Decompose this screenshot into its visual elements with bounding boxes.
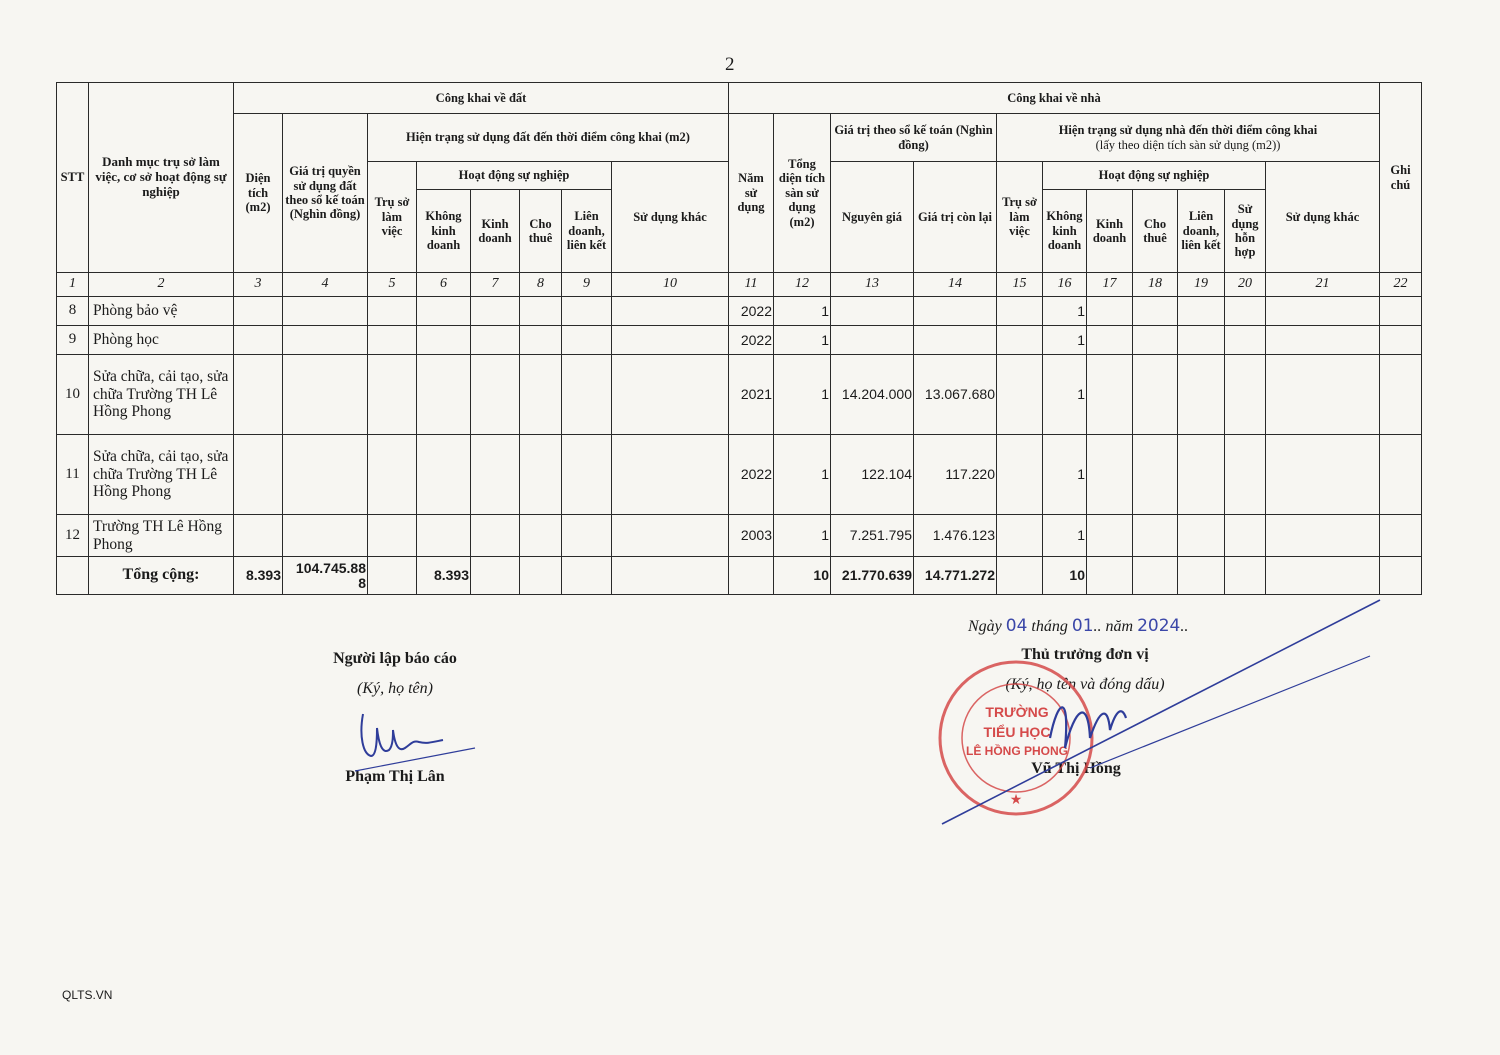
col-number: 10 (612, 273, 729, 297)
table-row (57, 326, 1422, 355)
house-other-header: Sử dụng khác (1266, 162, 1380, 273)
col-note-header: Ghi chú (1380, 83, 1422, 273)
land-jv-header: Liên doanh, liên kết (562, 190, 612, 273)
table-row (57, 515, 1422, 557)
row-year: 2022 (729, 297, 774, 326)
page-number: 2 (725, 54, 735, 75)
col-floor-header: Tổng diện tích sàn sử dụng (m2) (774, 114, 831, 273)
col-number: 6 (417, 273, 471, 297)
preparer-handwritten-signature (355, 706, 480, 776)
footer-brand: QLTS.VN (62, 988, 113, 1002)
col-number: 22 (1380, 273, 1422, 297)
row-orig (831, 326, 914, 355)
date-year: 2024 (1137, 616, 1181, 636)
house-mixed-header: Sử dụng hỗn hợp (1225, 190, 1266, 273)
col-number: 8 (520, 273, 562, 297)
col-number: 2 (89, 273, 234, 297)
house-jv-header: Liên doanh, liên kết (1178, 190, 1225, 273)
row-stt: 9 (57, 326, 89, 355)
svg-text:★: ★ (1009, 793, 1023, 808)
stamp-line2: TIỂU HỌC (983, 724, 1051, 740)
preparer-name: Phạm Thị Lân (345, 768, 445, 785)
date-year-prefix: năm (1105, 618, 1134, 635)
row-year: 2022 (729, 326, 774, 355)
row-stt: 10 (57, 355, 89, 435)
row-name: Phòng học (89, 326, 234, 355)
col-number: 17 (1087, 273, 1133, 297)
row-remain: 117.220 (914, 435, 997, 515)
date-month-prefix: tháng (1031, 618, 1068, 635)
total-land-nonbiz: 8.393 (417, 557, 471, 595)
preparer-title: Người lập báo cáo (333, 650, 457, 667)
col-number: 14 (914, 273, 997, 297)
house-biz-header: Kinh doanh (1087, 190, 1133, 273)
total-row (57, 557, 1422, 595)
row-year: 2022 (729, 435, 774, 515)
head-name: Vũ Thị Hồng (1031, 760, 1121, 777)
col-number: 3 (234, 273, 283, 297)
row-orig: 122.104 (831, 435, 914, 515)
row-nonbiz: 1 (1043, 297, 1087, 326)
date-day: 04 (1005, 616, 1028, 636)
row-orig: 7.251.795 (831, 515, 914, 557)
preparer-sub: (Ký, họ tên) (357, 680, 433, 697)
land-other-header: Sử dụng khác (612, 162, 729, 273)
house-rent-header: Cho thuê (1133, 190, 1178, 273)
row-name: Sửa chữa, cải tạo, sửa chữa Trường TH Lê Hồng Phong (89, 435, 234, 515)
col-number: 5 (368, 273, 417, 297)
date-day-prefix: Ngày (968, 618, 1002, 635)
house-group-header: Công khai về nhà (729, 83, 1380, 114)
row-nonbiz: 1 (1043, 515, 1087, 557)
col-number: 13 (831, 273, 914, 297)
total-orig: 21.770.639 (831, 557, 914, 595)
row-stt: 12 (57, 515, 89, 557)
column-number-row (57, 273, 1422, 297)
row-orig: 14.204.000 (831, 355, 914, 435)
house-office-header: Trụ sở làm việc (997, 162, 1043, 273)
col-number: 18 (1133, 273, 1178, 297)
date-month: 01 (1071, 616, 1094, 636)
land-nonbiz-header: Không kinh doanh (417, 190, 471, 273)
row-year: 2003 (729, 515, 774, 557)
row-floor: 1 (774, 435, 831, 515)
land-group-header: Công khai về đất (234, 83, 729, 114)
land-career-header: Hoạt động sự nghiệp (417, 162, 612, 190)
row-floor: 1 (774, 297, 831, 326)
head-title: Thủ trưởng đơn vị (1021, 646, 1149, 663)
row-floor: 1 (774, 515, 831, 557)
total-floor: 10 (774, 557, 831, 595)
land-rent-header: Cho thuê (520, 190, 562, 273)
land-office-header: Trụ sở làm việc (368, 162, 417, 273)
col-number: 16 (1043, 273, 1087, 297)
stamp-line3: LÊ HỒNG PHONG (965, 744, 1068, 758)
col-area-header: Diện tích (m2) (234, 114, 283, 273)
row-year: 2021 (729, 355, 774, 435)
house-status-title: Hiện trạng sử dụng nhà đến thời điểm công khai (1058, 123, 1318, 138)
land-status-header: Hiện trạng sử dụng đất đến thời điểm công khai (m2) (368, 114, 729, 162)
row-floor: 1 (774, 326, 831, 355)
row-remain: 13.067.680 (914, 355, 997, 435)
asset-disclosure-table (56, 82, 1422, 595)
row-name: Sửa chữa, cải tạo, sửa chữa Trường TH Lê Hồng Phong (89, 355, 234, 435)
table-row (57, 355, 1422, 435)
col-year-header: Năm sử dụng (729, 114, 774, 273)
col-category-header: Danh mục trụ sở làm việc, cơ sở hoạt động sự nghiệp (89, 83, 234, 273)
col-number: 4 (283, 273, 368, 297)
total-house-nonbiz: 10 (1043, 557, 1087, 595)
col-land-value-header: Giá trị quyền sử dụng đất theo sổ kế toán (Nghìn đồng) (283, 114, 368, 273)
row-remain: 1.476.123 (914, 515, 997, 557)
total-remain: 14.771.272 (914, 557, 997, 595)
col-number: 9 (562, 273, 612, 297)
total-land-value-part2: 8 (358, 574, 366, 591)
row-floor: 1 (774, 355, 831, 435)
row-stt: 11 (57, 435, 89, 515)
col-stt-header: STT (57, 83, 89, 273)
signing-date: Ngày 04 tháng 01.. năm 2024.. (968, 616, 1189, 636)
head-handwritten-signature (940, 598, 1400, 828)
total-area: 8.393 (234, 557, 283, 595)
col-remaining-header: Giá trị còn lại (914, 162, 997, 273)
total-land-value-part1: 104.745.88 (295, 559, 366, 576)
row-nonbiz: 1 (1043, 326, 1087, 355)
row-name: Phòng bảo vệ (89, 297, 234, 326)
head-sub: (Ký, họ tên và đóng dấu) (1005, 676, 1165, 693)
land-biz-header: Kinh doanh (471, 190, 520, 273)
col-number: 15 (997, 273, 1043, 297)
col-number: 12 (774, 273, 831, 297)
row-name: Trường TH Lê Hồng Phong (89, 515, 234, 557)
stamp-line1: TRƯỜNG (985, 704, 1049, 720)
house-status-header (997, 114, 1380, 162)
table-row (57, 297, 1422, 326)
house-career-header: Hoạt động sự nghiệp (1043, 162, 1266, 190)
col-number: 11 (729, 273, 774, 297)
row-stt: 8 (57, 297, 89, 326)
col-number: 20 (1225, 273, 1266, 297)
row-nonbiz: 1 (1043, 355, 1087, 435)
house-nonbiz-header: Không kinh doanh (1043, 190, 1087, 273)
col-number: 7 (471, 273, 520, 297)
row-remain (914, 297, 997, 326)
table-row (57, 435, 1422, 515)
col-number: 1 (57, 273, 89, 297)
row-orig (831, 297, 914, 326)
book-value-header: Giá trị theo sổ kế toán (Nghìn đồng) (831, 114, 997, 162)
row-remain (914, 326, 997, 355)
house-status-sub: (lấy theo diện tích sàn sử dụng (m2)) (1095, 137, 1281, 152)
col-number: 19 (1178, 273, 1225, 297)
row-nonbiz: 1 (1043, 435, 1087, 515)
col-number: 21 (1266, 273, 1380, 297)
total-label: Tổng cộng: (89, 557, 234, 595)
total-land-value (283, 557, 368, 595)
col-original-price-header: Nguyên giá (831, 162, 914, 273)
